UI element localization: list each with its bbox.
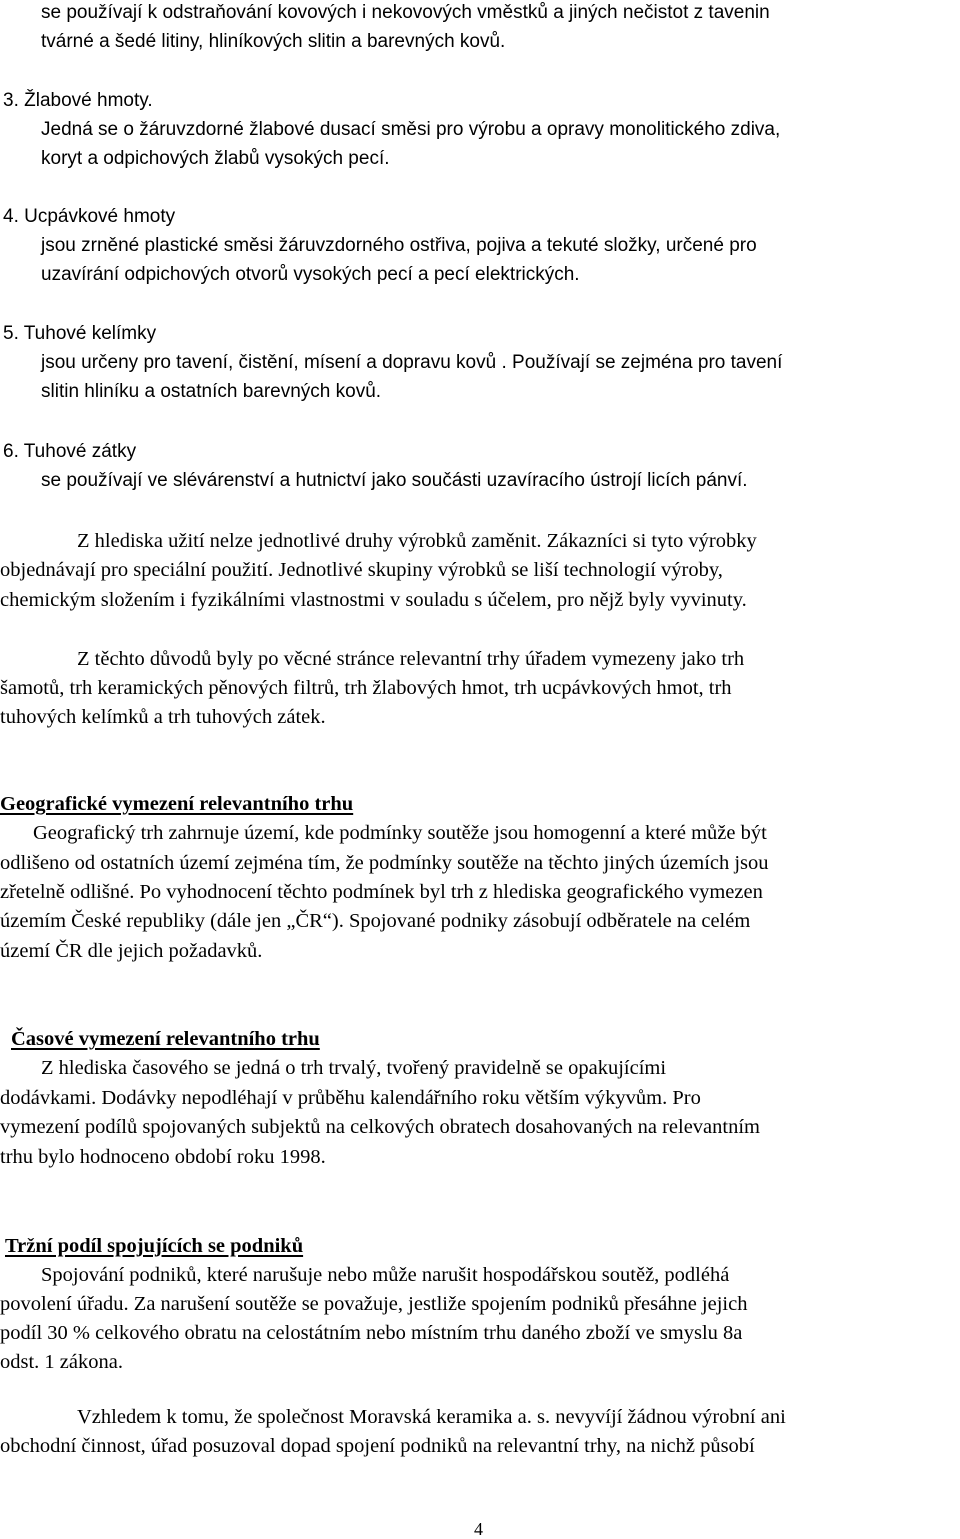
markets-paragraph-line-1: Z těchto důvodů byly po věcné stránce relevantní trhy úřadem vymezeny jako trh [77, 648, 745, 670]
geographic-line-3: zřetelně odlišné. Po vyhodnocení těchto podmínek byl trh z hlediska geografického vymezen [0, 881, 763, 903]
time-heading: Časové vymezení relevantního trhu [11, 1028, 320, 1050]
item4-text-line-2: uzavírání odpichových otvorů vysokých pecí a pecí elektrických. [41, 264, 580, 285]
item4-text-line-1: jsou zrněné plastické směsi žáruvzdorného ostřiva, pojiva a tekuté složky, určené pro [41, 235, 757, 256]
time-line-3: vymezení podílů spojovaných subjektů na celkových obratech dosahovaných na relevantním [0, 1116, 760, 1138]
time-line-2: dodávkami. Dodávky nepodléhají v průběhu kalendářního roku větším výkyvům. Pro [0, 1087, 701, 1109]
geographic-line-4: územím České republiky (dále jen „ČR“). Spojované podniky zásobují odběratele na celém [0, 910, 751, 932]
item2-continuation-line-2: tvárné a šedé litiny, hliníkových slitin a barevných kovů. [41, 31, 506, 52]
markets-paragraph-line-3: tuhových kelímků a trh tuhových zátek. [0, 706, 326, 728]
time-line-1: Z hlediska časového se jedná o trh trvalý, tvořený pravidelně se opakujícími [41, 1057, 667, 1079]
substitution-paragraph-line-2: objednávají pro speciální použití. Jednotlivé skupiny výrobků se liší technologií výroby, [0, 559, 723, 581]
item2-continuation-line-1: se používají k odstraňování kovových i nekovových vměstků a jiných nečistot z tavenin [41, 2, 770, 23]
markets-paragraph-line-2: šamotů, trh keramických pěnových filtrů, trh žlabových hmot, trh ucpávkových hmot, trh [0, 677, 732, 699]
item4-title: 4. Ucpávkové hmoty [3, 206, 176, 227]
substitution-paragraph-line-1: Z hlediska užití nelze jednotlivé druhy výrobků zaměnit. Zákazníci si tyto výrobky [77, 530, 757, 552]
market-share-line-1: Spojování podniků, které narušuje nebo může narušit hospodářskou soutěž, podléhá [41, 1264, 730, 1286]
item6-text-line-1: se používají ve slévárenství a hutnictví jako součásti uzavíracího ústrojí licích pánví. [41, 470, 748, 491]
item5-text-line-2: slitin hliníku a ostatních barevných kovů. [41, 381, 382, 402]
assessment-paragraph-line-1: Vzhledem k tomu, že společnost Moravská keramika a. s. nevyvíjí žádnou výrobní ani [77, 1406, 786, 1428]
item6-title: 6. Tuhové zátky [3, 441, 137, 462]
substitution-paragraph-line-3: chemickým složením i fyzikálními vlastnostmi v souladu s účelem, pro nějž byly vyvinuty. [0, 589, 747, 611]
geographic-line-1: Geografický trh zahrnuje území, kde podmínky soutěže jsou homogenní a které může být [33, 822, 767, 844]
market-share-line-2: povolení úřadu. Za narušení soutěže se považuje, jestliže spojením podniků přesáhne jejich [0, 1293, 748, 1315]
market-share-line-4: odst. 1 zákona. [0, 1351, 123, 1373]
item3-title: 3. Žlabové hmoty. [3, 90, 153, 111]
market-share-heading: Tržní podíl spojujících se podniků [5, 1235, 304, 1257]
item3-text-line-2: koryt a odpichových žlabů vysokých pecí. [41, 148, 390, 169]
page-number: 4 [474, 1519, 483, 1539]
item5-title: 5. Tuhové kelímky [3, 323, 157, 344]
geographic-line-2: odlišeno od ostatních území zejména tím, že podmínky soutěže na těchto jiných územích jsou [0, 852, 769, 874]
time-line-4: trhu bylo hodnoceno období roku 1998. [0, 1146, 326, 1168]
geographic-heading: Geografické vymezení relevantního trhu [0, 793, 354, 815]
geographic-line-5: území ČR dle jejich požadavků. [0, 940, 263, 962]
assessment-paragraph-line-2: obchodní činnost, úřad posuzoval dopad spojení podniků na relevantní trhy, na nichž působí [0, 1435, 755, 1457]
item5-text-line-1: jsou určeny pro tavení, čistění, mísení a dopravu kovů . Používají se zejména pro tavení [41, 352, 783, 373]
item3-text-line-1: Jedná se o žáruvzdorné žlabové dusací směsi pro výrobu a opravy monolitického zdiva, [41, 119, 781, 140]
market-share-line-3: podíl 30 % celkového obratu na celostátním nebo místním trhu daného zboží ve smyslu 8a [0, 1322, 743, 1344]
